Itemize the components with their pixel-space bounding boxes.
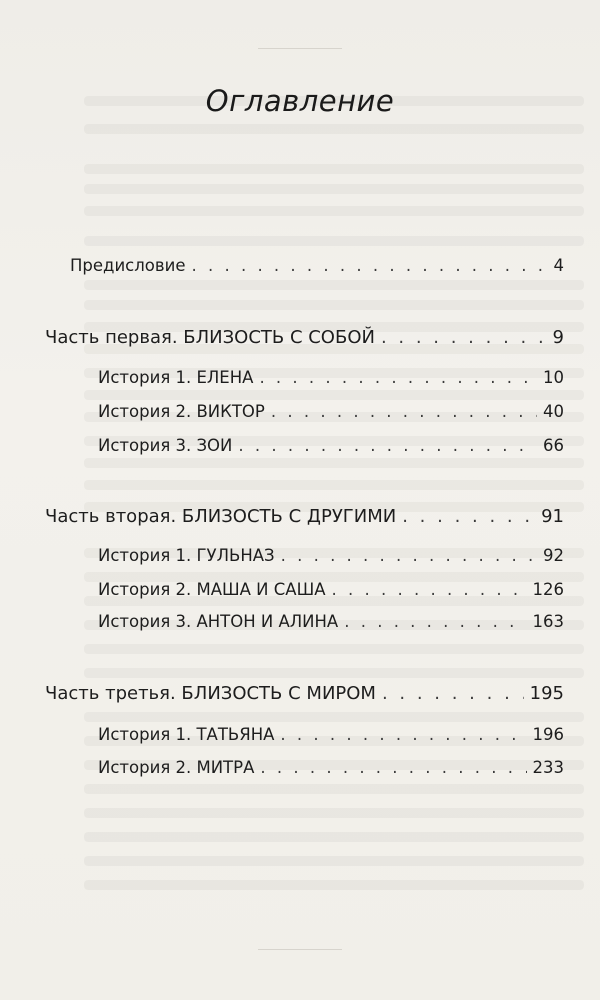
toc-entry-page: 195: [529, 683, 564, 704]
toc-entry-page: 126: [532, 580, 564, 599]
toc-entry-story[interactable]: [98, 436, 564, 455]
toc-entry-page: 9: [552, 327, 564, 348]
page-title: Оглавление: [205, 84, 395, 118]
toc-entry-story[interactable]: [98, 612, 564, 631]
toc-entry-label: Часть первая. БЛИЗОСТЬ С СОБОЙ: [45, 327, 375, 348]
leader-dots: [260, 758, 526, 777]
toc-entry-story[interactable]: [98, 546, 564, 565]
leader-dots: [381, 327, 547, 348]
toc-entry-part-1[interactable]: [45, 327, 564, 348]
toc-entry-label: История 1. ГУЛЬНАЗ: [98, 546, 275, 565]
toc-entry-part-3[interactable]: [45, 683, 564, 704]
toc-entry-story[interactable]: [98, 368, 564, 387]
toc-entry-label: История 1. ТАТЬЯНА: [98, 725, 275, 744]
toc-entry-label: История 1. ЕЛЕНА: [98, 368, 254, 387]
toc-entry-label: История 2. МИТРА: [98, 758, 255, 777]
toc-entry-story[interactable]: [98, 725, 564, 744]
toc-entry-page: 66: [543, 436, 564, 455]
toc-entry-label: Предисловие: [70, 256, 186, 275]
toc-entry-part-2[interactable]: [45, 506, 564, 527]
leader-dots: [402, 506, 535, 527]
toc-entry-page: 92: [543, 546, 564, 565]
toc-entry-page: 40: [543, 402, 564, 421]
toc-entry-label: История 3. ЗОИ: [98, 436, 233, 455]
bottom-rule: [258, 949, 342, 950]
leader-dots: [259, 368, 537, 387]
toc-entry-page: 4: [553, 256, 564, 275]
toc-entry-page: 196: [532, 725, 564, 744]
toc-entry-preface[interactable]: [70, 256, 564, 275]
toc-entry-story[interactable]: [98, 758, 564, 777]
toc-entry-page: 91: [541, 506, 564, 527]
toc-entry-page: 10: [543, 368, 564, 387]
toc-entry-label: Часть вторая. БЛИЗОСТЬ С ДРУГИМИ: [45, 506, 397, 527]
toc-entry-story[interactable]: [98, 580, 564, 599]
toc-entry-page: 233: [532, 758, 564, 777]
leader-dots: [280, 725, 526, 744]
toc-entry-label: История 2. МАША И САША: [98, 580, 326, 599]
toc-entry-label: История 3. АНТОН И АЛИНА: [98, 612, 339, 631]
leader-dots: [344, 612, 526, 631]
leader-dots: [238, 436, 537, 455]
leader-dots: [271, 402, 537, 421]
toc-entry-page: 163: [532, 612, 564, 631]
leader-dots: [382, 683, 524, 704]
toc-entry-story[interactable]: [98, 402, 564, 421]
toc-entry-label: Часть третья. БЛИЗОСТЬ С МИРОМ: [45, 683, 376, 704]
leader-dots: [191, 256, 547, 275]
leader-dots: [281, 546, 537, 565]
leader-dots: [332, 580, 527, 599]
toc-entry-label: История 2. ВИКТОР: [98, 402, 265, 421]
